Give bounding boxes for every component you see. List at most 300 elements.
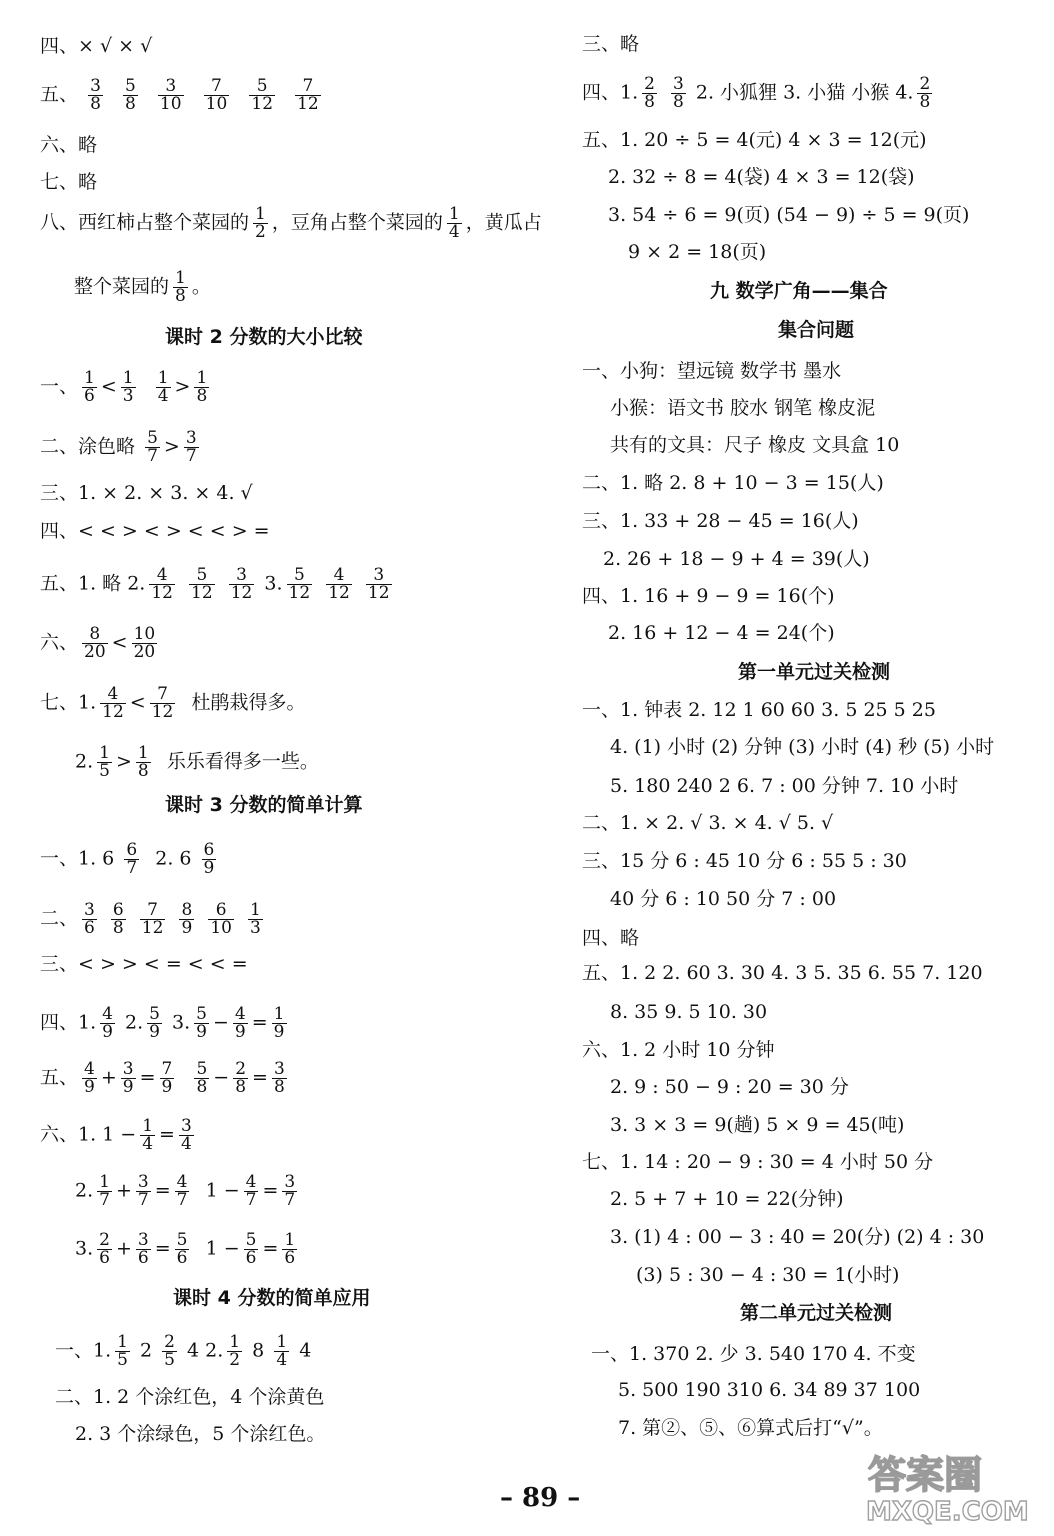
fraction-numerator: 2 (235, 1059, 247, 1079)
fraction-denominator: 2 (229, 1350, 241, 1370)
answer-text: 五、 (40, 1066, 79, 1089)
fraction-numerator: 3 (158, 78, 184, 96)
fraction (194, 1061, 209, 1096)
fraction (100, 686, 126, 721)
fraction-numerator: 4 (102, 1004, 113, 1024)
answer-text: 二、涂色略 (40, 435, 136, 458)
fraction-denominator: 12 (367, 583, 390, 603)
fraction-numerator: 4 (234, 1004, 246, 1024)
section-heading: 课时 2 分数的大小比较 (165, 326, 363, 348)
answer-line (75, 1232, 301, 1267)
fraction-numerator: 4 (84, 1059, 95, 1079)
fraction-numerator: 3 (366, 567, 392, 585)
fraction-numerator: 4 (245, 1172, 257, 1192)
answer-text: 六、 (40, 631, 79, 654)
answer-line: (3) 5 : 30 − 4 : 30 = 1(小时) (636, 1264, 900, 1286)
watermark-bottom: MXQE.COM (866, 1497, 1029, 1526)
answer-text: 2 (140, 1339, 153, 1362)
fraction (100, 1006, 115, 1041)
answer-text: 二、 (40, 907, 79, 930)
answer-line (40, 1118, 198, 1153)
fraction-numerator: 1 (175, 268, 186, 288)
fraction (121, 370, 136, 405)
fraction-denominator: 10 (205, 94, 228, 114)
answer-text: = (154, 1237, 171, 1260)
fraction-denominator: 8 (175, 286, 186, 306)
fraction (97, 745, 112, 780)
fraction (184, 430, 199, 465)
answer-text: 1 − (205, 1179, 240, 1202)
fraction (204, 78, 230, 113)
answer-line: 5. 180 240 2 6. 7 : 00 分钟 7. 10 小时 (610, 775, 959, 797)
answer-line: 二、1. 略 2. 8 + 10 − 3 = 15(人) (582, 472, 884, 494)
answer-text: = (154, 1179, 171, 1202)
answer-text: 4 2. (187, 1339, 224, 1362)
fraction-denominator: 8 (919, 92, 931, 112)
fraction-numerator: 5 (176, 1230, 188, 1250)
fraction-numerator: 6 (112, 900, 124, 920)
fraction (162, 1334, 177, 1369)
page-number: – 89 – (500, 1483, 581, 1513)
fraction-numerator: 2 (644, 74, 655, 94)
fraction-denominator: 9 (181, 918, 193, 938)
fraction-numerator: 3 (180, 1116, 192, 1136)
fraction (366, 567, 392, 602)
fraction (82, 626, 108, 661)
fraction-denominator: 12 (297, 94, 319, 114)
fraction-denominator: 9 (102, 1022, 113, 1042)
fraction-denominator: 8 (90, 94, 101, 114)
answer-text: 2. (125, 1011, 144, 1034)
fraction-numerator: 3 (185, 428, 197, 448)
fraction-denominator: 12 (151, 702, 174, 722)
answer-text: > (163, 435, 180, 458)
answer-line: 四、略 (582, 927, 640, 949)
answer-text: 七、1. (40, 691, 97, 714)
answer-line (40, 1061, 291, 1096)
section-heading: 第一单元过关检测 (738, 661, 891, 683)
fraction-numerator: 6 (208, 902, 234, 920)
fraction-numerator: 5 (149, 1004, 160, 1024)
answer-text: 乐乐看得多一些。 (166, 750, 319, 773)
fraction (179, 1118, 194, 1153)
fraction (115, 1334, 130, 1369)
answer-line (40, 206, 542, 241)
fraction (249, 78, 275, 113)
fraction-denominator: 9 (84, 1077, 95, 1097)
answer-text: 4 (299, 1339, 312, 1362)
answer-text: 五、 (40, 83, 79, 106)
fraction (123, 78, 138, 113)
answer-text: 2. (75, 1179, 94, 1202)
answer-text: − (213, 1066, 230, 1089)
fraction (244, 1232, 259, 1267)
fraction-numerator: 1 (157, 368, 169, 388)
fraction-denominator: 3 (250, 918, 261, 938)
fraction-denominator: 9 (149, 1022, 160, 1042)
answer-text: 杜鹃栽得多。 (191, 691, 306, 714)
fraction-numerator: 1 (196, 368, 208, 388)
answer-text: > (115, 750, 132, 773)
fraction-denominator: 6 (99, 1248, 110, 1268)
answer-text: < (100, 375, 117, 398)
fraction-denominator: 12 (230, 583, 253, 603)
answer-line (40, 370, 213, 405)
answer-text: = (159, 1123, 175, 1146)
fraction-denominator: 12 (151, 583, 173, 603)
answer-line: 2. 3 个涂绿色，5 个涂红色。 (75, 1423, 326, 1445)
fraction-denominator: 2 (255, 222, 266, 242)
fraction-numerator: 1 (142, 1116, 154, 1136)
fraction-denominator: 4 (180, 1134, 192, 1154)
fraction (124, 842, 139, 877)
fraction (160, 1061, 175, 1096)
fraction (173, 270, 188, 305)
fraction-numerator: 4 (326, 567, 352, 585)
fraction-denominator: 4 (142, 1134, 154, 1154)
answer-text: ，豆角占整个菜园的 (271, 211, 443, 234)
fraction (287, 567, 313, 602)
fraction-numerator: 1 (255, 204, 266, 224)
fraction-numerator: 1 (84, 368, 95, 388)
fraction-denominator: 8 (112, 918, 124, 938)
fraction (244, 1174, 259, 1209)
answer-line: 七、略 (40, 171, 98, 193)
fraction-denominator: 10 (159, 94, 182, 114)
fraction-numerator: 7 (150, 686, 176, 704)
answer-text: 2. (75, 750, 94, 773)
fraction (208, 902, 234, 937)
answer-line: 三、1. × 2. × 3. × 4. √ (40, 482, 253, 504)
answer-line: 六、1. 2 小时 10 分钟 (582, 1039, 775, 1061)
fraction-numerator: 2 (919, 74, 931, 94)
fraction-denominator: 7 (284, 1190, 296, 1210)
fraction-denominator: 7 (147, 446, 158, 466)
fraction-numerator: 7 (140, 902, 166, 920)
answer-line: 小猴：语文书 胶水 钢笔 橡皮泥 (610, 397, 876, 419)
fraction-denominator: 4 (448, 222, 460, 242)
fraction-numerator: 8 (82, 626, 108, 644)
answer-line (75, 745, 319, 780)
answer-line: 3. (1) 4 : 00 − 3 : 40 = 20(分) (2) 4 : 30 (610, 1226, 985, 1248)
answer-line (40, 430, 203, 465)
fraction-denominator: 12 (102, 702, 124, 722)
fraction-numerator: 3 (137, 1172, 149, 1192)
fraction-denominator: 12 (251, 94, 274, 114)
fraction (229, 567, 255, 602)
fraction-numerator: 5 (189, 567, 215, 585)
fraction-denominator: 8 (196, 1077, 208, 1097)
answer-line (40, 567, 396, 602)
fraction-numerator: 4 (100, 686, 126, 704)
fraction-numerator: 10 (133, 624, 156, 644)
answer-line (55, 1334, 311, 1369)
fraction (150, 686, 176, 721)
answer-line (40, 1006, 291, 1041)
fraction-denominator: 5 (164, 1350, 175, 1370)
fraction-denominator: 7 (176, 1190, 188, 1210)
fraction (82, 902, 97, 937)
answer-line: 2. 16 + 12 − 4 = 24(个) (608, 622, 835, 644)
answer-text: 八、西红柿占整个菜园的 (40, 211, 250, 234)
fraction-denominator: 20 (133, 642, 156, 662)
answer-text: = (251, 1011, 268, 1034)
fraction-numerator: 5 (147, 428, 158, 448)
fraction (156, 370, 171, 405)
answer-line: 一、1. 钟表 2. 12 1 60 60 3. 5 25 5 25 (582, 699, 936, 721)
fraction-denominator: 9 (122, 1077, 134, 1097)
fraction-denominator: 6 (84, 386, 95, 406)
fraction-numerator: 1 (99, 743, 110, 763)
fraction-numerator: 3 (284, 1172, 296, 1192)
fraction-denominator: 4 (157, 386, 169, 406)
fraction-denominator: 5 (99, 761, 110, 781)
fraction (274, 1334, 289, 1369)
answer-text: < (111, 631, 128, 654)
fraction (82, 1061, 97, 1096)
answer-text: = (262, 1237, 279, 1260)
answer-line: 一、小狗：望远镜 数学书 墨水 (582, 360, 842, 382)
fraction (233, 1061, 248, 1096)
fraction (132, 626, 158, 661)
answer-text: > (174, 375, 191, 398)
fraction-numerator: 6 (126, 840, 138, 860)
fraction-numerator: 3 (84, 900, 95, 920)
fraction-numerator: 3 (122, 1059, 134, 1079)
answer-line (40, 34, 152, 58)
answer-line: 二、1. 2 个涂红色，4 个涂黄色 (55, 1386, 325, 1408)
fraction (282, 1174, 297, 1209)
fraction (295, 78, 321, 113)
answer-line: 2. 26 + 18 − 9 + 4 = 39(人) (603, 548, 870, 570)
fraction-denominator: 6 (84, 918, 95, 938)
answer-line: 9 × 2 = 18(页) (628, 241, 767, 263)
answer-text: 2. 6 (155, 847, 192, 870)
fraction-denominator: 8 (273, 1077, 285, 1097)
fraction (642, 76, 657, 111)
fraction-numerator: 7 (161, 1059, 173, 1079)
fraction (149, 567, 175, 602)
fraction-denominator: 12 (141, 918, 164, 938)
fraction (194, 370, 209, 405)
section-heading: 课时 3 分数的简单计算 (165, 794, 363, 816)
answer-text: 整个菜园的 (74, 275, 170, 298)
fraction (82, 370, 97, 405)
fraction-numerator: 7 (204, 78, 230, 96)
fraction-numerator: 1 (122, 368, 134, 388)
fraction-numerator: 1 (137, 743, 149, 763)
answer-line: 四、< < > < > < < > = (40, 520, 270, 542)
section-heading: 九 数学广角——集合 (710, 280, 888, 302)
answer-line (40, 686, 305, 721)
fraction-numerator: 8 (181, 900, 193, 920)
answer-line (40, 902, 267, 937)
answer-line: 2. 5 + 7 + 10 = 22(分钟) (610, 1188, 844, 1210)
fraction (111, 902, 126, 937)
answer-line: 二、1. × 2. √ 3. × 4. √ 5. √ (582, 812, 834, 834)
answer-text: + (100, 1066, 117, 1089)
answer-line: 5. 500 190 310 6. 34 89 37 100 (618, 1379, 921, 1401)
fraction-denominator: 7 (99, 1190, 110, 1210)
section-heading: 第二单元过关检测 (740, 1302, 893, 1324)
answer-line: 五、1. 2 2. 60 3. 30 4. 3 5. 35 6. 55 7. 120 (582, 962, 983, 984)
fraction-numerator: 1 (117, 1332, 128, 1352)
fraction-denominator: 7 (185, 446, 197, 466)
section-heading: 集合问题 (778, 319, 855, 341)
fraction-numerator: 3 (273, 1059, 285, 1079)
answer-text: 四、1. (40, 1011, 97, 1034)
answer-line: 五、1. 20 ÷ 5 = 4(元) 4 × 3 = 12(元) (582, 129, 927, 151)
answer-text: 一、1. (55, 1339, 112, 1362)
answer-text: + (115, 1179, 132, 1202)
fraction (272, 1061, 287, 1096)
answer-text: 一、1. 6 (40, 847, 115, 870)
answer-text: + (115, 1237, 132, 1260)
answer-line: 2. 32 ÷ 8 = 4(袋) 4 × 3 = 12(袋) (608, 166, 915, 188)
fraction (145, 430, 160, 465)
answer-text: < (129, 691, 146, 714)
answer-line: 4. (1) 小时 (2) 分钟 (3) 小时 (4) 秒 (5) 小时 (610, 736, 995, 758)
answer-text: 五、1. 略 2. (40, 572, 146, 595)
fraction (158, 78, 184, 113)
fraction (136, 1174, 151, 1209)
fraction-denominator: 9 (234, 1022, 246, 1042)
fraction-numerator: 1 (273, 1004, 285, 1024)
fraction-numerator: 6 (203, 840, 215, 860)
answer-line: 3. 3 × 3 = 9(趟) 5 × 9 = 45(吨) (610, 1114, 905, 1136)
fraction-numerator: 2 (164, 1332, 175, 1352)
answer-line: 一、1. 370 2. 少 3. 540 170 4. 不变 (591, 1343, 916, 1365)
answer-line (75, 1174, 301, 1209)
answer-text: = (139, 1066, 156, 1089)
answer-text: 8 (252, 1339, 265, 1362)
fraction (140, 902, 166, 937)
fraction-denominator: 10 (210, 918, 232, 938)
answer-text: 四、× √ × √ (40, 35, 153, 57)
fraction (88, 78, 103, 113)
answer-text: 一、 (40, 375, 79, 398)
fraction-denominator: 9 (273, 1022, 285, 1042)
fraction (189, 567, 215, 602)
fraction-numerator: 1 (276, 1332, 288, 1352)
fraction-denominator: 9 (161, 1077, 173, 1097)
answer-text: 2. 小狐狸 3. 小猫 小猴 4. (695, 81, 914, 104)
answer-text: 。 (191, 275, 211, 298)
answer-line: 共有的文具：尺子 橡皮 文具盒 10 (610, 434, 900, 456)
fraction-denominator: 6 (176, 1248, 188, 1268)
fraction-numerator: 2 (99, 1230, 110, 1250)
fraction-numerator: 5 (287, 567, 313, 585)
answer-line (74, 270, 211, 305)
answer-line (40, 842, 220, 877)
fraction (136, 1232, 151, 1267)
fraction-numerator: 7 (295, 78, 321, 96)
fraction-numerator: 3 (137, 1230, 149, 1250)
fraction-numerator: 5 (245, 1230, 257, 1250)
fraction (248, 902, 263, 937)
answer-text: 3. (75, 1237, 94, 1260)
answer-line: 3. 54 ÷ 6 = 9(页) (54 − 9) ÷ 5 = 9(页) (608, 204, 970, 226)
answer-line (582, 76, 936, 111)
fraction-denominator: 7 (245, 1190, 257, 1210)
fraction (447, 206, 462, 241)
fraction (97, 1232, 112, 1267)
fraction-denominator: 12 (288, 583, 311, 603)
fraction (147, 1006, 162, 1041)
fraction (175, 1174, 190, 1209)
fraction-numerator: 5 (249, 78, 275, 96)
answer-text: = (252, 1066, 268, 1089)
fraction-denominator: 7 (137, 1190, 149, 1210)
fraction-denominator: 8 (137, 761, 149, 781)
section-heading: 课时 4 分数的简单应用 (173, 1287, 371, 1309)
answer-line: 7. 第②、⑤、⑥算式后打“√”。 (618, 1417, 883, 1439)
answer-line: 七、1. 14 : 20 − 9 : 30 = 4 小时 50 分 (582, 1151, 934, 1173)
fraction-numerator: 3 (229, 567, 255, 585)
fraction (282, 1232, 297, 1267)
fraction-denominator: 8 (124, 94, 136, 114)
fraction (233, 1006, 248, 1041)
answer-text: 3. (264, 572, 283, 595)
fraction-denominator: 4 (276, 1350, 288, 1370)
fraction-numerator: 4 (176, 1172, 188, 1192)
fraction-denominator: 8 (644, 92, 655, 112)
answer-line: 三、略 (582, 33, 640, 55)
fraction-denominator: 7 (126, 858, 138, 878)
answer-line: 40 分 6 : 10 50 分 7 : 00 (610, 888, 837, 910)
answer-text: = (262, 1179, 279, 1202)
answer-line: 三、15 分 6 : 45 10 分 6 : 55 5 : 30 (582, 850, 907, 872)
fraction (140, 1118, 155, 1153)
fraction-numerator: 5 (196, 1059, 208, 1079)
fraction-denominator: 12 (328, 583, 350, 603)
fraction (97, 1174, 112, 1209)
fraction-denominator: 5 (117, 1350, 128, 1370)
fraction-numerator: 1 (250, 900, 261, 920)
answer-text: 六、1. 1 − (40, 1123, 137, 1146)
answer-line: 四、1. 16 + 9 − 9 = 16(个) (582, 585, 835, 607)
answer-text: − (213, 1011, 229, 1034)
answer-text: 四、1. (582, 81, 639, 104)
fraction-denominator: 3 (122, 386, 134, 406)
answer-line: 8. 35 9. 5 10. 30 (610, 1001, 768, 1023)
answer-line: 2. 9 : 50 − 9 : 20 = 30 分 (610, 1076, 849, 1098)
fraction-denominator: 20 (84, 642, 106, 662)
answer-text: 3. (172, 1011, 191, 1034)
answer-line (40, 626, 161, 661)
fraction-numerator: 1 (99, 1172, 110, 1192)
fraction-denominator: 6 (284, 1248, 296, 1268)
fraction (175, 1232, 190, 1267)
fraction-denominator: 9 (196, 1022, 207, 1042)
fraction-denominator: 8 (196, 386, 208, 406)
answer-line: 三、1. 33 + 28 − 45 = 16(人) (582, 510, 859, 532)
fraction (202, 842, 217, 877)
fraction-numerator: 1 (229, 1332, 241, 1352)
fraction-numerator: 3 (673, 74, 684, 94)
answer-text: ，黄瓜占 (465, 211, 542, 234)
watermark-top: 答案圈 (868, 1453, 983, 1497)
fraction-numerator: 3 (90, 76, 101, 96)
fraction-denominator: 8 (673, 92, 684, 112)
fraction (917, 76, 932, 111)
answer-line: 三、< > > < = < < = (40, 953, 248, 975)
fraction-numerator: 5 (196, 1004, 207, 1024)
fraction-denominator: 9 (203, 858, 215, 878)
fraction (272, 1006, 287, 1041)
fraction (671, 76, 686, 111)
fraction-numerator: 1 (284, 1230, 296, 1250)
